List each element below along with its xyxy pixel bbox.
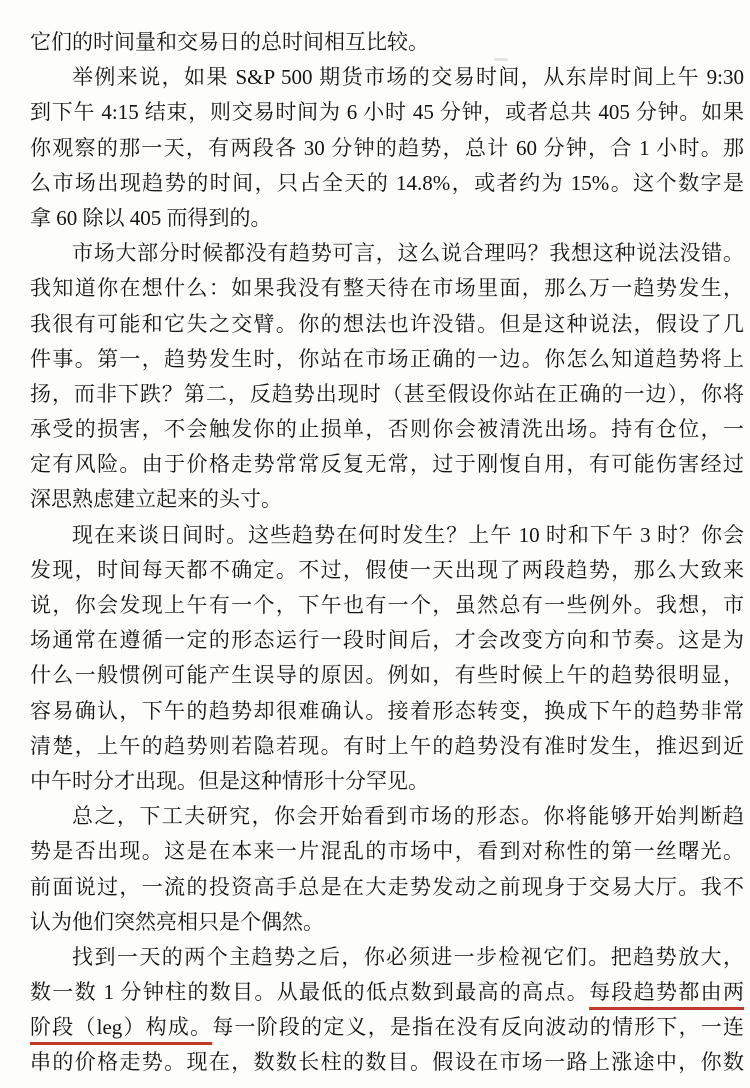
text-line: 扬，而非下跌？第二，反趋势出现时（甚至假设你站在正确的一边），你将 bbox=[30, 381, 744, 406]
text-line: 势是否出现。这是在本来一片混乱的市场中，看到对称性的第一丝曙光。 bbox=[30, 839, 744, 864]
text-line: 件事。第一，趋势发生时，你站在市场正确的一边。你怎么知道趋势将上 bbox=[30, 346, 744, 371]
text-line: 深思熟虑建立起来的头寸。 bbox=[30, 487, 282, 512]
text-line: 总之，下工夫研究，你会开始看到市场的形态。你将能够开始判断趋 bbox=[72, 804, 744, 829]
text-line: 串的价格走势。现在，数数长柱的数目。假设在市场一路上涨途中，你数 bbox=[30, 1050, 744, 1075]
text-line: 拿 60 除以 405 而得到的。 bbox=[30, 205, 272, 230]
text-line: 场通常在遵循一定的形态运行一段时间后，才会改变方向和节奏。这是为 bbox=[30, 628, 744, 653]
text-line: 前面说过，一流的投资高手总是在大走势发动之前现身于交易大厅。我不 bbox=[30, 874, 744, 899]
text-line: 么市场出现趋势的时间，只占全天的 14.8%，或者约为 15%。这个数字是 bbox=[30, 170, 744, 195]
body-text bbox=[30, 25, 744, 1081]
red-underlined-text: 阶段（leg）构成。 bbox=[30, 1015, 213, 1040]
text-line: 找到一天的两个主趋势之后，你必须进一步检视它们。把趋势放大， bbox=[72, 944, 744, 969]
text-line: 说，你会发现上午有一个，下午也有一个，虽然总有一些例外。我想，市 bbox=[30, 593, 744, 617]
red-underlined-text: 每段趋势都由两 bbox=[589, 980, 744, 1005]
text-line: 清楚，上午的趋势则若隐若现。有时上午的趋势没有准时发生，推迟到近 bbox=[30, 733, 744, 758]
text-line: 定有风险。由于价格走势常常反复无常，过于刚愎自用，有可能伤害经过 bbox=[30, 452, 744, 477]
line-text: 数一数 1 分钟柱的数目。从最低的低点数到最高的高点。 bbox=[30, 980, 590, 1005]
line-text: 每一阶段的定义，是指在没有反向波动的情形下，一连 bbox=[212, 1015, 745, 1040]
text-line: 现在来谈日间时。这些趋势在何时发生？上午 10 时和下午 3 时？你会 bbox=[72, 522, 744, 547]
text-line: 认为他们突然亮相只是个偶然。 bbox=[30, 909, 324, 934]
text-line bbox=[30, 975, 744, 1010]
text-line: 承受的损害，不会触发你的止损单，否则你会被清洗出场。持有仓位，一 bbox=[30, 417, 744, 442]
text-line: 我很有可能和它失之交臂。你的想法也许没错。但是这种说法，假设了几 bbox=[30, 311, 744, 336]
text-line: 什么一般惯例可能产生误导的原因。例如，有些时候上午的趋势很明显， bbox=[30, 663, 744, 688]
text-line: 到下午 4:15 结束，则交易时间为 6 小时 45 分钟，或者总共 405 分钟。如果 bbox=[30, 100, 744, 125]
text-line: 举例来说，如果 S&P 500 期货市场的交易时间，从东岸时间上午 9:30 bbox=[72, 65, 744, 90]
text-line: 市场大部分时候都没有趋势可言，这么说合理吗？我想这种说法没错。 bbox=[72, 241, 744, 266]
text-line: 容易确认，下午的趋势却很难确认。接着形态转变，换成下午的趋势非常 bbox=[30, 698, 744, 723]
text-line: 你观察的那一天，有两段各 30 分钟的趋势，总计 60 分钟，合 1 小时。那 bbox=[30, 135, 744, 160]
scan-artifact bbox=[494, 58, 508, 61]
text-line: 发现，时间每天都不确定。不过，假使一天出现了两段趋势，那么大致来 bbox=[30, 557, 744, 582]
text-line bbox=[30, 1010, 744, 1045]
text-line: 它们的时间量和交易日的总时间相互比较。 bbox=[30, 30, 429, 54]
text-line: 中午时分才出现。但是这种情形十分罕见。 bbox=[30, 768, 429, 793]
text-line: 我知道你在想什么：如果我没有整天待在市场里面，那么万一趋势发生， bbox=[30, 276, 744, 301]
